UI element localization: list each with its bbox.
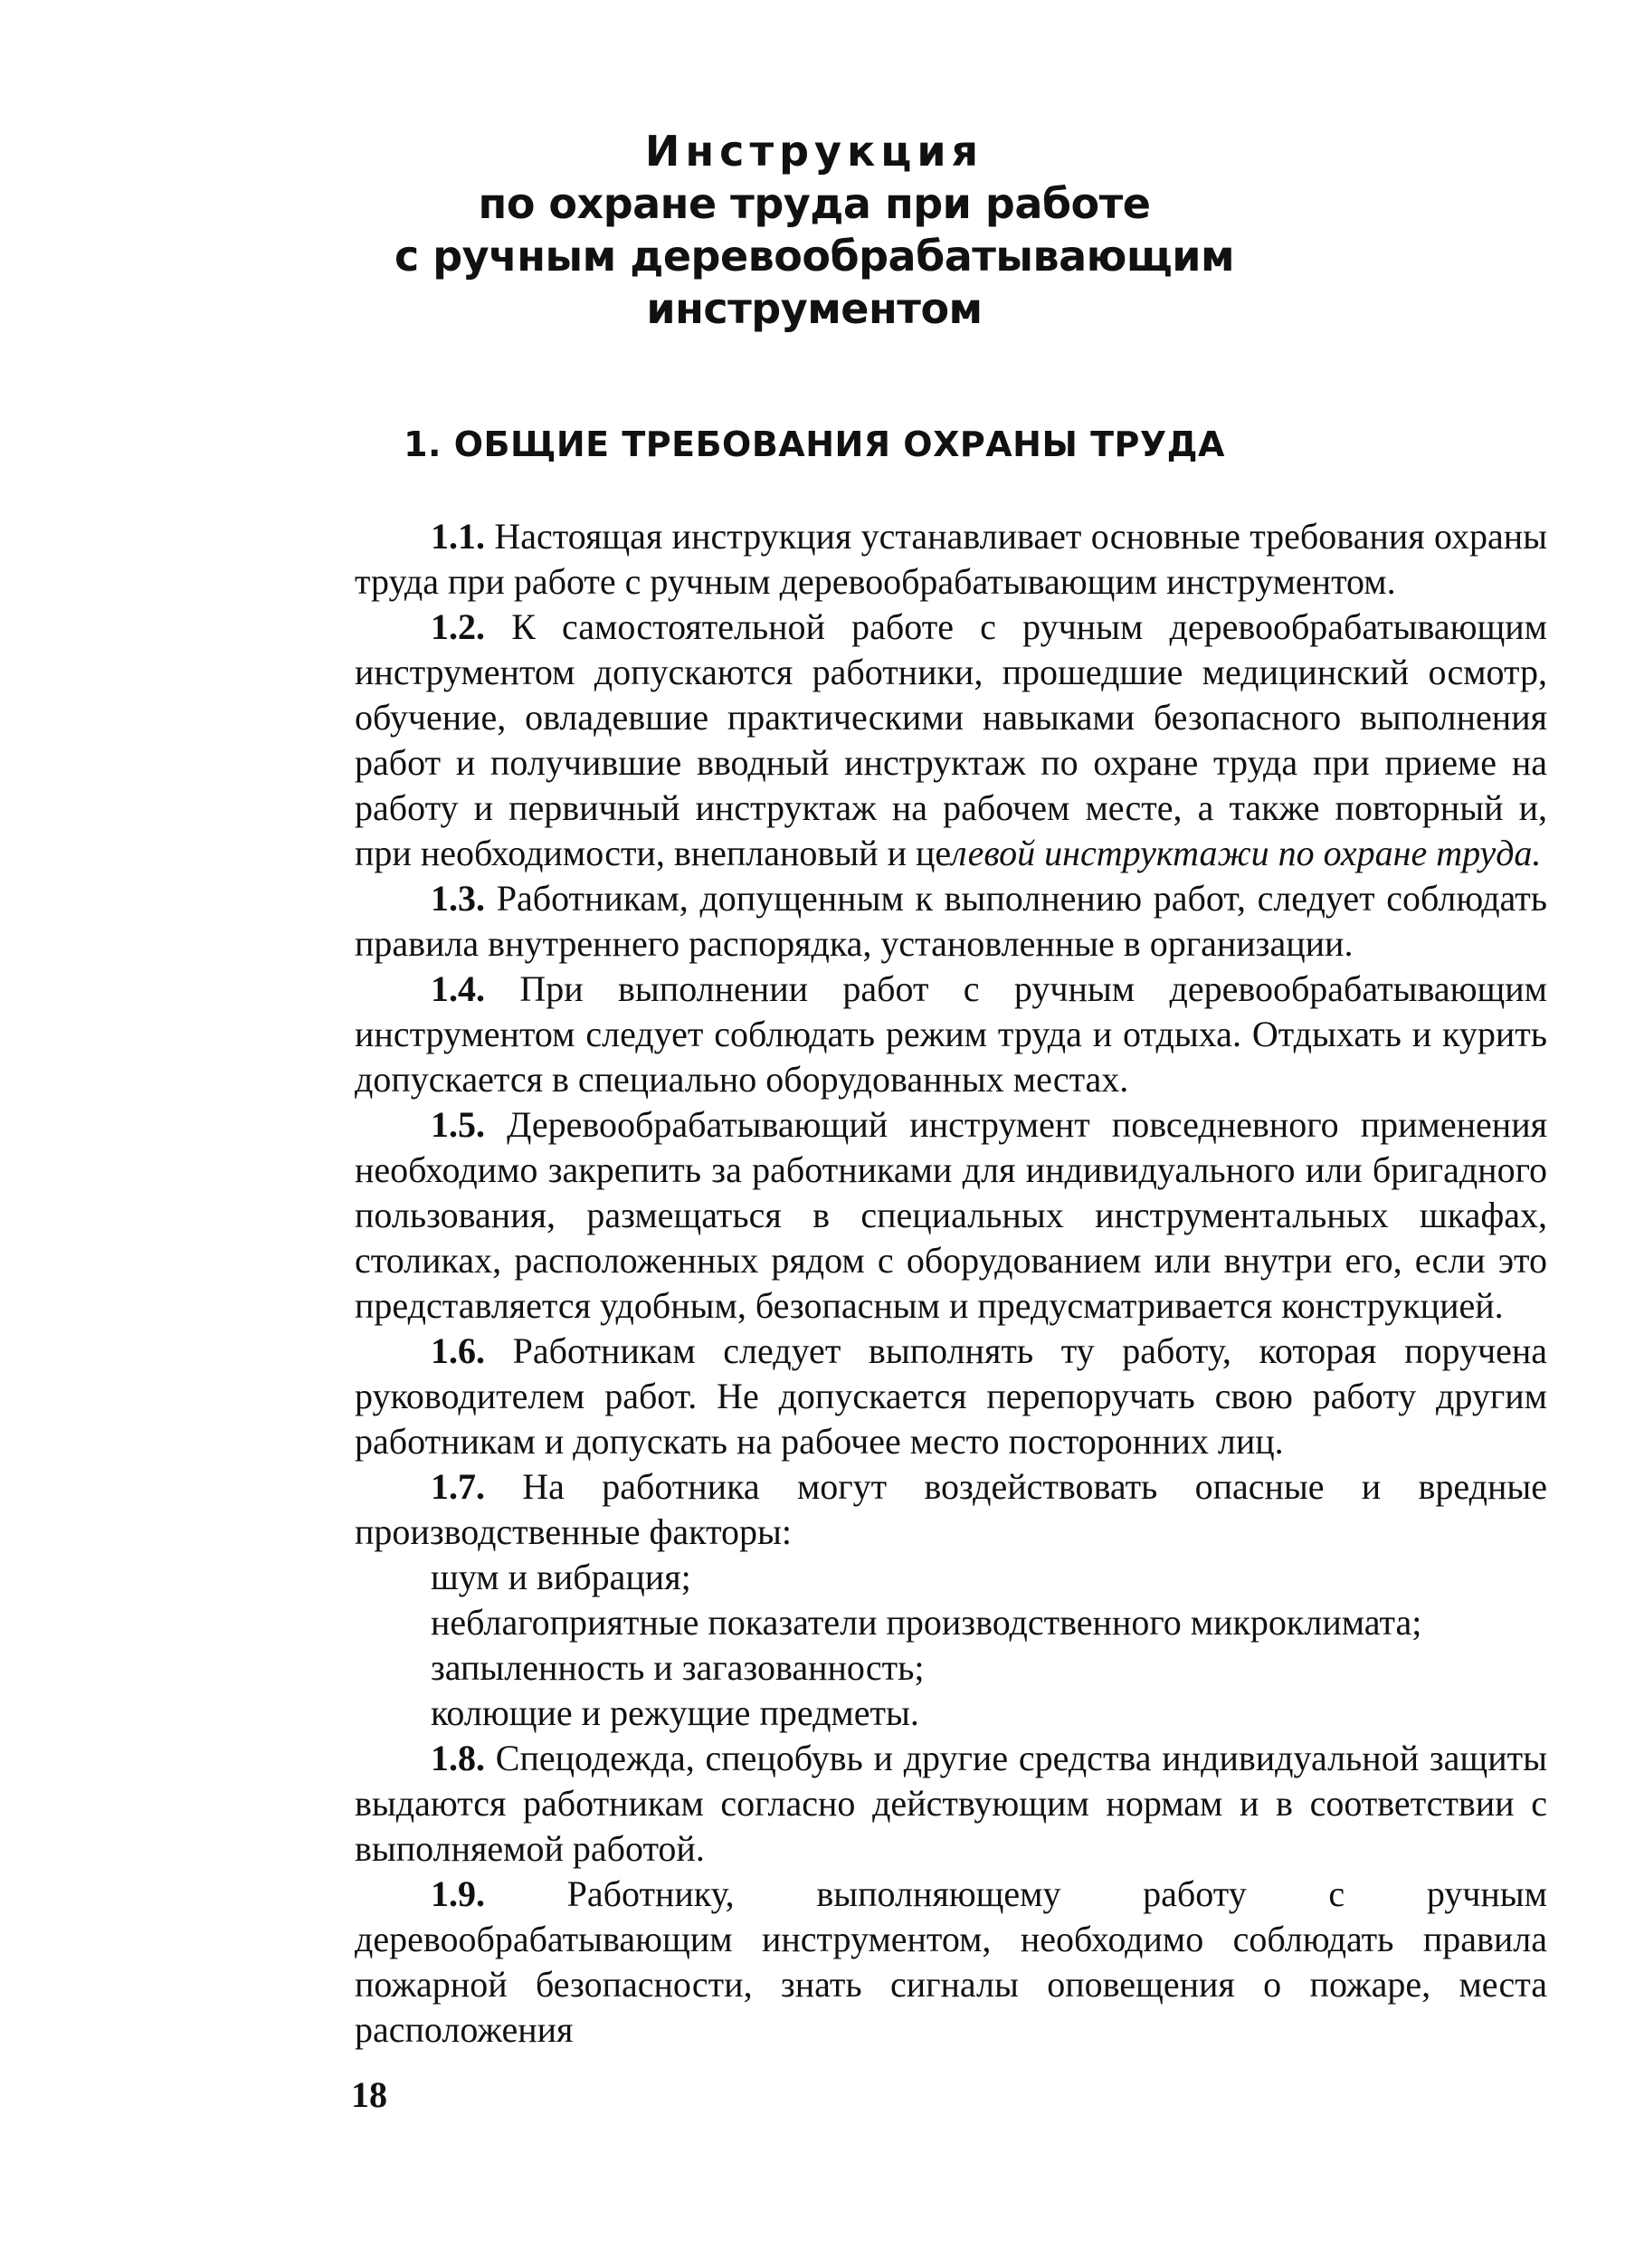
paragraph-1-6 [355, 1329, 1547, 1464]
paragraph-text: Работнику, выполняющему работу с ручным деревообрабатывающим инструментом, необходимо соблюдать правила пожарной безопасности, знать сигналы оповещения о пожаре, места расположения [355, 1873, 1547, 2050]
title-line-2: по охране труда при работе [478, 179, 1151, 228]
paragraph-text: Деревообрабатывающий инструмент повседневного применения необходимо закрепить за работниками для индивидуального или бригадного пользования, размещаться в специальных инструментальных шкафах, столиках, расположенных рядом с оборудованием или внутри его, если это представляется удобным, безопасным и предусматривается конструкцией. [355, 1104, 1547, 1326]
paragraph-1-7 [355, 1464, 1547, 1555]
paragraph-1-8 [355, 1736, 1547, 1872]
factor-item: шум и вибрация; [431, 1557, 691, 1597]
paragraph-number: 1.1. [431, 516, 485, 557]
factor-item: неблагоприятные показатели производственного микроклимата; [431, 1602, 1422, 1643]
paragraph-1-2 [355, 605, 1547, 876]
paragraph-text: Спецодежда, спецобувь и другие средства индивидуальной защиты выдаются работникам согласно действующим нормам и в соответствии с выполняемой работой. [355, 1738, 1547, 1869]
title-line-1: Инструкция [644, 127, 984, 176]
title-line-4: инструментом [646, 284, 983, 333]
factor-item: запыленность и загазованность; [431, 1647, 925, 1688]
paragraph-italic-text: левой инструктажи по охране труда. [951, 833, 1542, 873]
paragraph-number: 1.6. [431, 1330, 485, 1371]
paragraph-1-1 [355, 514, 1547, 605]
section-body [355, 514, 1547, 2053]
paragraph-text: На работника могут воздействовать опасные и вредные производственные факторы: [355, 1466, 1547, 1552]
document-title [362, 125, 1267, 335]
paragraph-text: Настоящая инструкция устанавливает основные требования охраны труда при работе с ручным деревообрабатывающим инструментом. [355, 516, 1547, 602]
paragraph-number: 1.2. [431, 606, 485, 647]
paragraph-number: 1.9. [431, 1873, 485, 1914]
title-line-3: с ручным деревообрабатывающим [394, 232, 1235, 281]
factor-item: колющие и режущие предметы. [431, 1692, 919, 1733]
paragraph-number: 1.4. [431, 968, 485, 1009]
paragraph-text: Работникам, допущенным к выполнению работ, следует соблюдать правила внутреннего распорядка, установленные в организации. [355, 878, 1547, 964]
paragraph-number: 1.3. [431, 878, 485, 919]
paragraph-number: 1.5. [431, 1104, 485, 1145]
paragraph-1-5 [355, 1102, 1547, 1329]
section-heading: 1. ОБЩИЕ ТРЕБОВАНИЯ ОХРАНЫ ТРУДА [404, 424, 1225, 464]
paragraph-1-3 [355, 876, 1547, 967]
paragraph-text: При выполнении работ с ручным деревообрабатывающим инструментом следует соблюдать режим труда и отдыха. Отдыхать и курить допускается в специально оборудованных местах. [355, 968, 1547, 1100]
page-number: 18 [351, 2074, 387, 2115]
paragraph-number: 1.7. [431, 1466, 485, 1507]
paragraph-1-4 [355, 967, 1547, 1102]
paragraph-1-9 [355, 1872, 1547, 2053]
paragraph-text: Работникам следует выполнять ту работу, которая поручена руководителем работ. Не допускается перепоручать свою работу другим работникам и допускать на рабочее место посторонних лиц. [355, 1330, 1547, 1462]
paragraph-text: К самостоятельной работе с ручным деревообрабатывающим инструментом допускаются работники, прошедшие медицинский осмотр, обучение, овладевшие практическими навыками безопасного выполнения работ и получившие вводный инструктаж по охране труда при приеме на работу и первичный инструктаж на рабочем месте, а также повторный и, при необходимости, внеплановый и це [355, 606, 1547, 873]
paragraph-number: 1.8. [431, 1738, 485, 1778]
